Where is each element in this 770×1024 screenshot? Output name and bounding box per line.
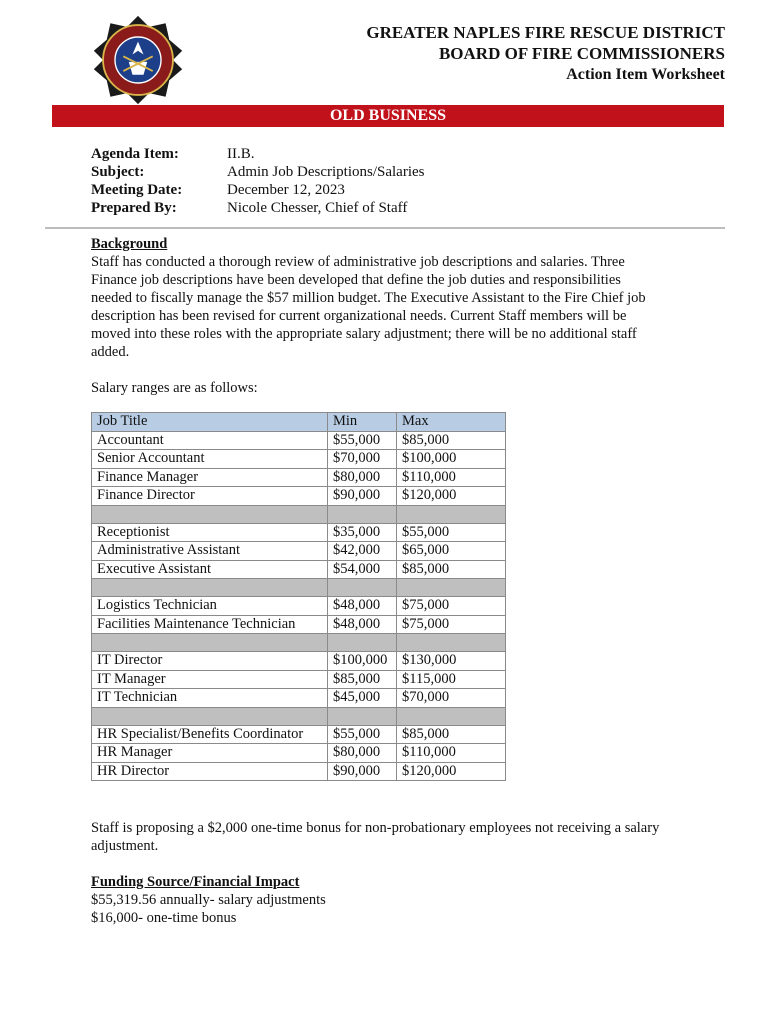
table-row [92,725,506,744]
meta-label: Agenda Item: [91,146,179,162]
separator-cell [92,707,328,725]
separator-cell [397,707,506,725]
table-row [92,560,506,579]
max-salary-cell: $70,000 [397,689,506,708]
min-salary-cell: $54,000 [328,560,397,579]
separator-cell [397,634,506,652]
min-salary-cell: $80,000 [328,744,397,763]
separator-cell [328,505,397,523]
document-header [366,22,725,86]
max-salary-cell: $110,000 [397,744,506,763]
min-salary-cell: $48,000 [328,615,397,634]
column-header: Max [397,413,506,432]
board-name: BOARD OF FIRE COMMISSIONERS [438,44,725,63]
meta-label: Meeting Date: [91,182,183,198]
max-salary-cell: $120,000 [397,762,506,781]
max-salary-cell: $85,000 [397,431,506,450]
job-title-cell: Finance Manager [92,468,328,487]
job-title-cell: Finance Director [92,487,328,506]
separator-cell [328,707,397,725]
job-title-cell: Administrative Assistant [92,542,328,561]
funding-section [91,873,661,927]
min-salary-cell: $55,000 [328,725,397,744]
table-row [92,450,506,469]
funding-heading: Funding Source/Financial Impact [91,874,300,890]
table-row [92,597,506,616]
funding-line: $16,000- one-time bonus [91,910,237,926]
meta-value: Admin Job Descriptions/Salaries [227,164,425,180]
salary-intro: Salary ranges are as follows: [91,380,258,396]
table-row [92,670,506,689]
separator-cell [397,505,506,523]
min-salary-cell: $70,000 [328,450,397,469]
old-business-banner: OLD BUSINESS [52,105,724,127]
table-row [92,487,506,506]
max-salary-cell: $85,000 [397,725,506,744]
job-title-cell: Receptionist [92,523,328,542]
background-section [91,235,661,397]
district-name: GREATER NAPLES FIRE RESCUE DISTRICT [366,23,725,42]
agenda-meta [91,145,424,217]
group-separator-row [92,579,506,597]
bonus-text: Staff is proposing a $2,000 one-time bonus for non-probationary employees not receiving a salary adjustment. [91,820,660,854]
min-salary-cell: $90,000 [328,487,397,506]
funding-line: $55,319.56 annually- salary adjustments [91,892,326,908]
job-title-cell: IT Director [92,652,328,671]
max-salary-cell: $110,000 [397,468,506,487]
max-salary-cell: $115,000 [397,670,506,689]
min-salary-cell: $90,000 [328,762,397,781]
job-title-cell: Facilities Maintenance Technician [92,615,328,634]
max-salary-cell: $55,000 [397,523,506,542]
min-salary-cell: $42,000 [328,542,397,561]
min-salary-cell: $35,000 [328,523,397,542]
table-row [92,615,506,634]
max-salary-cell: $85,000 [397,560,506,579]
worksheet-title: Action Item Worksheet [566,66,725,83]
min-salary-cell: $100,000 [328,652,397,671]
district-logo [92,14,184,106]
table-row [92,542,506,561]
table-row [92,523,506,542]
salary-table [91,412,506,781]
meta-value: II.B. [227,146,255,162]
separator-cell [328,579,397,597]
min-salary-cell: $45,000 [328,689,397,708]
max-salary-cell: $75,000 [397,597,506,616]
job-title-cell: HR Director [92,762,328,781]
meta-row [91,163,424,181]
job-title-cell: HR Manager [92,744,328,763]
job-title-cell: HR Specialist/Benefits Coordinator [92,725,328,744]
table-row [92,431,506,450]
job-title-cell: IT Technician [92,689,328,708]
meta-value: December 12, 2023 [227,182,345,198]
table-row [92,468,506,487]
meta-row [91,181,424,199]
job-title-cell: Accountant [92,431,328,450]
separator-cell [328,634,397,652]
column-header: Job Title [92,413,328,432]
job-title-cell: Logistics Technician [92,597,328,616]
column-header: Min [328,413,397,432]
separator-cell [92,505,328,523]
meta-label: Subject: [91,164,145,180]
min-salary-cell: $55,000 [328,431,397,450]
table-header-row [92,413,506,432]
job-title-cell: Executive Assistant [92,560,328,579]
background-text: Staff has conducted a thorough review of administrative job descriptions and salaries. Three Finance job descriptions have been developed that define the job duties and responsibilities needed to fiscally manage the $57 million budget. The Executive Assistant to the Fire Chief job description has been revised for current organizational needs. Current Staff members will be moved into these roles with the appropriate salary adjustment; there will be no additional staff added. [91,254,646,360]
job-title-cell: IT Manager [92,670,328,689]
background-heading: Background [91,236,168,252]
group-separator-row [92,634,506,652]
group-separator-row [92,707,506,725]
table-row [92,652,506,671]
separator-cell [92,579,328,597]
meta-value: Nicole Chesser, Chief of Staff [227,200,408,216]
max-salary-cell: $100,000 [397,450,506,469]
min-salary-cell: $80,000 [328,468,397,487]
meta-row [91,199,424,217]
max-salary-cell: $65,000 [397,542,506,561]
max-salary-cell: $120,000 [397,487,506,506]
group-separator-row [92,505,506,523]
meta-label: Prepared By: [91,200,177,216]
table-row [92,689,506,708]
job-title-cell: Senior Accountant [92,450,328,469]
separator-cell [397,579,506,597]
section-divider [45,227,725,229]
max-salary-cell: $130,000 [397,652,506,671]
meta-row [91,145,424,163]
min-salary-cell: $48,000 [328,597,397,616]
min-salary-cell: $85,000 [328,670,397,689]
max-salary-cell: $75,000 [397,615,506,634]
table-row [92,762,506,781]
table-row [92,744,506,763]
separator-cell [92,634,328,652]
